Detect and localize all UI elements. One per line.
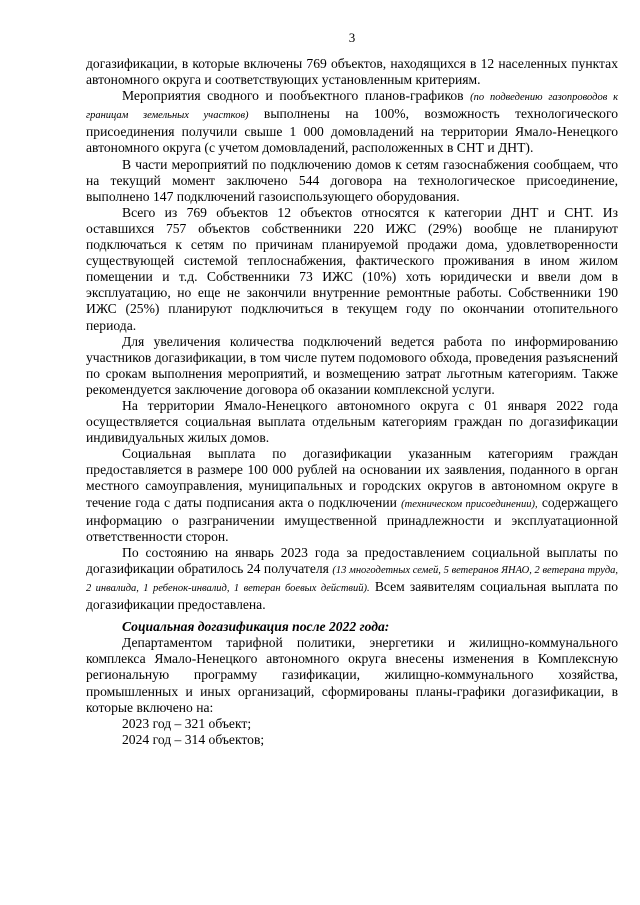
- paragraph-7-text-a: Социальная выплата по догазификации указанным категориям граждан предоставляется в размере 100 000 рублей на основании их заявления, поданного в орган местного самоуправления, муниципальных и городских округов в автономном округе в течение года с даты подписания акта о подключении: [86, 446, 618, 510]
- paragraph-6: На территории Ямало-Ненецкого автономного округа с 01 января 2022 года осуществляется социальная выплата отдельным категориям граждан по догазификации индивидуальных жилых домов.: [86, 397, 618, 446]
- paragraph-8-note: (13 многодетных семей, 5 ветеранов ЯНАО, 2 ветерана труда, 2 инвалида, 1 ребенок-инвалид, 1 ветеран боевых действий).: [86, 564, 619, 594]
- paragraph-2-text-a: Мероприятия сводного и пообъектного планов-графиков: [122, 88, 464, 104]
- paragraph-4: Всего из 769 объектов 12 объектов относятся к категории ДНТ и СНТ. Из оставшихся 757 объектов собственники 220 ИЖС (29%) вообще не планируют подключаться к сетям по причинам планируемой продажи дома, удовлетворенности существующей системой теплоснабжения, фактического проживания в ином жилом помещении и т.д. Собственники 73 ИЖС (10%) хоть юридически и ввели дом в эксплуатацию, но еще не закончили внутренние ремонтные работы. Собственники 190 ИЖС (25%) планируют подключиться в текущем году по окончании отопительного периода.: [86, 204, 618, 333]
- paragraph-7-note: (техническом присоединении),: [401, 498, 538, 510]
- paragraph-8-text-a: По состоянию на январь 2023 года за предоставлением социальной выплаты по догазификации обратилось 24 получателя: [86, 544, 618, 576]
- document-body: [86, 56, 618, 748]
- paragraph-9: Департаментом тарифной политики, энергетики и жилищно-коммунального комплекса Ямало-Ненецкого автономного округа внесены изменения в Комплексную региональную программу газификации, жилищно-коммунального хозяйства, промышленных и иных организаций, сформированы планы-графики догазификации, в которые включено на:: [86, 635, 618, 715]
- paragraph-5: Для увеличения количества подключений ведется работа по информированию участников догазификации, в том числе путем подомового обхода, проведения разъяснений по срокам выполнения мероприятий, и возмещению затрат льготным категориям. Также рекомендуется заключение договора об оказании комплексной услуги.: [86, 333, 618, 397]
- year-item-2024: 2024 год – 314 объектов;: [122, 731, 265, 747]
- page-number: 3: [348, 30, 356, 45]
- paragraph-7-text-b: содержащего информацию о разграничении имущественной принадлежности и эксплуатационной ответственности сторон.: [86, 494, 618, 544]
- paragraph-3: В части мероприятий по подключению домов к сетям газоснабжения сообщаем, что на текущий момент заключено 544 договора на технологическое присоединение, выполнено 147 подключений газоиспользующего оборудования.: [86, 156, 618, 204]
- paragraph-8: [86, 545, 618, 613]
- paragraph-2-note: (по подведению газопроводов к границам земельных участков): [86, 92, 618, 122]
- section-heading: Социальная догазификация после 2022 года:: [122, 619, 390, 635]
- year-item-2023: 2023 год – 321 объект;: [122, 715, 252, 731]
- paragraph-1: догазификации, в которые включены 769 объектов, находящихся в 12 населенных пунктах автономного округа и соответствующих установленным критериям.: [86, 56, 618, 88]
- paragraph-7: [86, 446, 618, 545]
- paragraph-8-text-b: Всем заявителям социальная выплата по догазификации предоставлена.: [86, 579, 619, 613]
- paragraph-2: [86, 88, 618, 156]
- paragraph-2-text-b: выполнены на 100%, возможность технологического присоединения получили свыше 1 000 домовладений на территории Ямало-Ненецкого автономного округа (с учетом домовладений, расположенных в СНТ и ДНТ).: [86, 106, 619, 156]
